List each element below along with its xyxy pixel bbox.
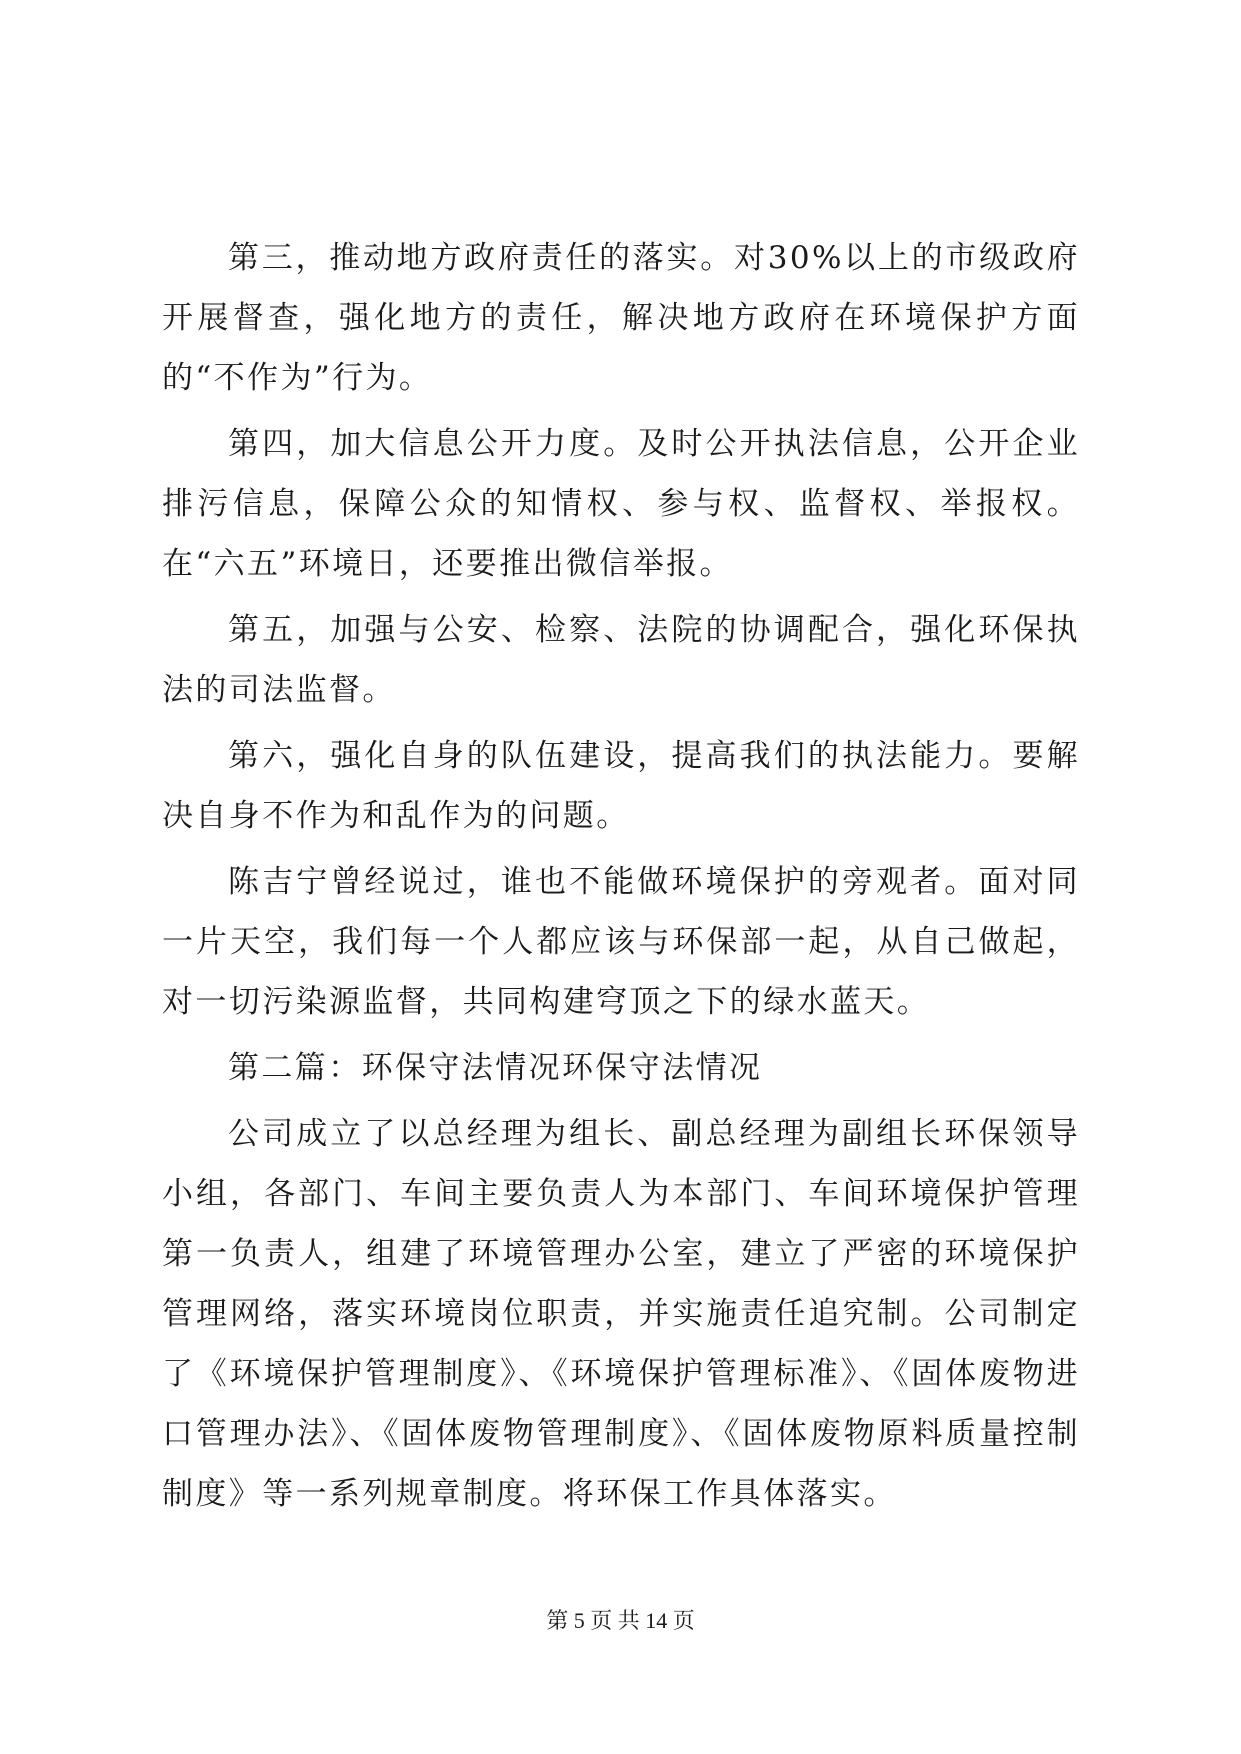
document-body (162, 228, 1080, 1530)
paragraph-third-point: 第三，推动地方政府责任的落实。对30%以上的市级政府开展督查，强化地方的责任，解决地方政府在环境保护方面的“不作为”行为。 (162, 240, 1080, 396)
paragraph-fifth-point: 第五，加强与公安、检察、法院的协调配合，强化环保执法的司法监督。 (162, 612, 1080, 708)
paragraph-sixth-point: 第六，强化自身的队伍建设，提高我们的执法能力。要解决自身不作为和乱作为的问题。 (162, 738, 1080, 834)
page-number-footer: 第 5 页 共 14 页 (546, 1608, 695, 1633)
section-heading: 第二篇：环保守法情况环保守法情况 (228, 1050, 763, 1086)
paragraph-company-compliance: 公司成立了以总经理为组长、副总经理为副组长环保领导小组，各部门、车间主要负责人为本部门、车间环境保护管理第一负责人，组建了环境管理办公室，建立了严密的环境保护管理网络，落实环境岗位职责，并实施责任追究制。公司制定了《环境保护管理制度》、《环境保护管理标准》、《固体废物进口管理办法》、《固体废物管理制度》、《固体废物原料质量控制制度》等一系列规章制度。将环保工作具体落实。 (162, 1116, 1080, 1512)
paragraph-closing-remark: 陈吉宁曾经说过，谁也不能做环境保护的旁观者。面对同一片天空，我们每一个人都应该与环保部一起，从自己做起，对一切污染源监督，共同构建穹顶之下的绿水蓝天。 (162, 864, 1080, 1020)
paragraph-fourth-point: 第四，加大信息公开力度。及时公开执法信息，公开企业排污信息，保障公众的知情权、参与权、监督权、举报权。在“六五”环境日，还要推出微信举报。 (162, 426, 1080, 582)
